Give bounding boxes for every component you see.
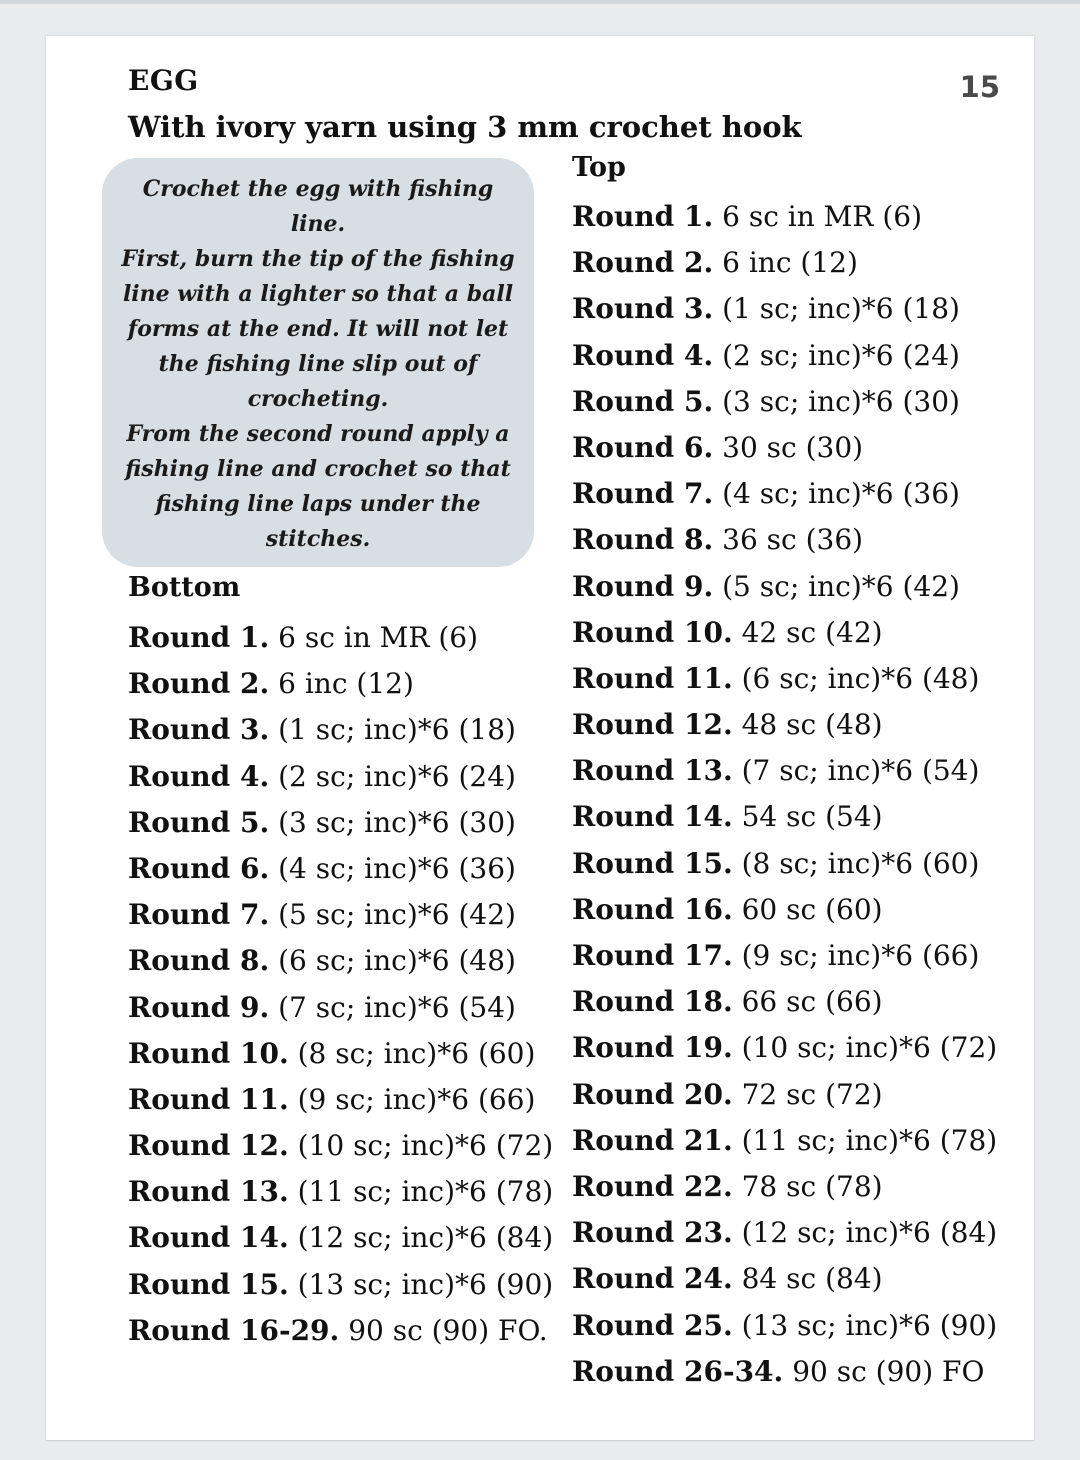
round-item [572, 564, 997, 610]
round-label: Round 3. [128, 713, 270, 747]
round-item [572, 794, 997, 840]
round-instruction: 90 sc (90) FO [792, 1354, 985, 1388]
pattern-title: EGG [128, 64, 199, 97]
round-label: Round 14. [572, 800, 733, 834]
round-instruction: 6 sc in MR (6) [722, 200, 922, 233]
pattern-subtitle: With ivory yarn using 3 mm crochet hook [128, 110, 802, 144]
round-label: Round 15. [128, 1267, 289, 1301]
round-label: Round 18. [572, 985, 733, 1019]
round-item [128, 1308, 553, 1354]
round-item [128, 1169, 553, 1215]
round-item [572, 1210, 997, 1256]
round-label: Round 7. [128, 898, 270, 932]
round-item [572, 379, 997, 425]
round-instruction: (11 sc; inc)*6 (78) [741, 1123, 998, 1157]
round-instruction: 72 sc (72) [741, 1077, 883, 1111]
round-label: Round 5. [572, 384, 714, 418]
round-label: Round 15. [572, 846, 733, 880]
round-item [572, 425, 997, 471]
round-item [572, 702, 997, 748]
round-label: Round 16. [572, 892, 733, 926]
round-instruction: 78 sc (78) [741, 1169, 883, 1203]
round-label: Round 10. [572, 615, 733, 649]
document-page [46, 36, 1034, 1440]
round-label: Round 21. [572, 1123, 733, 1157]
instruction-note [102, 158, 534, 567]
round-item [128, 1262, 553, 1308]
round-item [128, 1077, 553, 1123]
round-item [128, 1215, 553, 1261]
round-item [572, 1072, 997, 1118]
round-instruction: 6 inc (12) [722, 246, 858, 280]
note-paragraph: From the second round apply a fishing line and crochet so that fishing line laps under the stitches. [125, 421, 511, 552]
note-paragraph: First, burn the tip of the fishing line with a lighter so that a ball forms at the end. It will not let the fishing line slip out of crocheting. [121, 246, 515, 412]
round-instruction: (1 sc; inc)*6 (18) [722, 292, 960, 326]
round-label: Round 11. [572, 661, 733, 695]
round-instruction: (13 sc; inc)*6 (90) [741, 1308, 998, 1342]
round-instruction: (3 sc; inc)*6 (30) [722, 384, 960, 418]
round-instruction: 48 sc (48) [741, 708, 883, 742]
round-item [572, 979, 997, 1025]
round-label: Round 9. [572, 569, 714, 603]
round-label: Round 13. [128, 1175, 289, 1209]
round-label: Round 24. [572, 1262, 733, 1296]
round-instruction: 54 sc (54) [741, 800, 883, 834]
round-label: Round 14. [128, 1221, 289, 1255]
page-number: 15 [959, 70, 1000, 104]
round-instruction: (12 sc; inc)*6 (84) [741, 1216, 998, 1250]
round-label: Round 23. [572, 1216, 733, 1250]
round-label: Round 12. [128, 1129, 289, 1163]
round-label: Round 16-29. [128, 1313, 340, 1347]
round-item [128, 800, 553, 846]
round-label: Round 25. [572, 1308, 733, 1342]
round-item [572, 610, 997, 656]
round-instruction: (5 sc; inc)*6 (42) [722, 569, 960, 603]
round-instruction: 90 sc (90) FO. [348, 1313, 548, 1347]
round-instruction: (1 sc; inc)*6 (18) [278, 713, 516, 747]
top-heading: Top [572, 152, 626, 183]
round-instruction: (9 sc; inc)*6 (66) [297, 1082, 536, 1116]
round-label: Round 9. [128, 990, 270, 1024]
round-label: Round 7. [572, 477, 714, 511]
round-label: Round 6. [572, 430, 714, 464]
top-edge [0, 0, 1080, 4]
round-label: Round 22. [572, 1169, 733, 1203]
bottom-round-list [128, 615, 553, 1354]
round-item [572, 286, 997, 332]
round-instruction: (7 sc; inc)*6 (54) [278, 990, 516, 1024]
round-label: Round 12. [572, 708, 733, 742]
round-label: Round 5. [128, 805, 270, 839]
bottom-heading: Bottom [128, 572, 241, 603]
round-item [572, 656, 997, 702]
round-label: Round 1. [572, 200, 714, 233]
round-item [572, 1025, 997, 1071]
round-instruction: 60 sc (60) [741, 892, 883, 926]
bottom-edge [46, 1440, 1034, 1441]
round-item [572, 333, 997, 379]
round-item [572, 841, 997, 887]
round-instruction: 6 sc in MR (6) [278, 621, 478, 654]
round-item [572, 471, 997, 517]
round-item [572, 1256, 997, 1302]
round-item [128, 1031, 553, 1077]
round-instruction: (8 sc; inc)*6 (60) [741, 846, 980, 880]
round-instruction: (4 sc; inc)*6 (36) [722, 477, 960, 511]
round-label: Round 2. [128, 667, 270, 701]
round-instruction: (10 sc; inc)*6 (72) [741, 1031, 998, 1065]
round-label: Round 4. [572, 338, 714, 372]
round-instruction: (11 sc; inc)*6 (78) [297, 1175, 554, 1209]
round-item [128, 707, 553, 753]
round-item [572, 1164, 997, 1210]
round-item [572, 240, 997, 286]
round-instruction: 66 sc (66) [741, 985, 883, 1019]
round-label: Round 13. [572, 754, 733, 788]
round-item [128, 661, 553, 707]
round-label: Round 17. [572, 939, 733, 972]
round-instruction: (3 sc; inc)*6 (30) [278, 805, 516, 839]
round-item [572, 517, 997, 563]
round-instruction: 6 inc (12) [278, 667, 414, 701]
round-instruction: (13 sc; inc)*6 (90) [297, 1267, 554, 1301]
round-label: Round 4. [128, 759, 270, 793]
round-label: Round 6. [128, 851, 270, 885]
round-instruction: 84 sc (84) [741, 1262, 883, 1296]
round-instruction: 30 sc (30) [722, 430, 864, 464]
round-item [572, 933, 997, 979]
round-item [572, 748, 997, 794]
round-instruction: (2 sc; inc)*6 (24) [278, 759, 516, 793]
round-instruction: (2 sc; inc)*6 (24) [722, 338, 960, 372]
round-label: Round 19. [572, 1031, 733, 1065]
top-round-list [572, 194, 997, 1395]
round-label: Round 10. [128, 1036, 289, 1070]
round-label: Round 2. [572, 246, 714, 280]
round-instruction: (7 sc; inc)*6 (54) [741, 754, 980, 788]
round-item [572, 1303, 997, 1349]
round-label: Round 1. [128, 621, 270, 654]
round-item [128, 938, 553, 984]
round-label: Round 8. [128, 944, 270, 978]
round-instruction: (10 sc; inc)*6 (72) [297, 1129, 554, 1163]
round-instruction: (5 sc; inc)*6 (42) [278, 898, 516, 932]
round-instruction: 42 sc (42) [741, 615, 883, 649]
round-item [128, 846, 553, 892]
round-item [572, 887, 997, 933]
round-label: Round 20. [572, 1077, 733, 1111]
round-item [128, 985, 553, 1031]
round-item [128, 754, 553, 800]
round-instruction: 36 sc (36) [722, 523, 864, 557]
round-instruction: (9 sc; inc)*6 (66) [741, 939, 980, 972]
round-instruction: (6 sc; inc)*6 (48) [278, 944, 516, 978]
round-item [128, 615, 553, 661]
round-label: Round 11. [128, 1082, 289, 1116]
round-label: Round 26-34. [572, 1354, 784, 1388]
round-instruction: (4 sc; inc)*6 (36) [278, 851, 516, 885]
round-instruction: (8 sc; inc)*6 (60) [297, 1036, 536, 1070]
round-instruction: (12 sc; inc)*6 (84) [297, 1221, 554, 1255]
round-item [572, 1118, 997, 1164]
round-instruction: (6 sc; inc)*6 (48) [741, 661, 980, 695]
round-label: Round 8. [572, 523, 714, 557]
round-item [128, 892, 553, 938]
round-item [572, 194, 997, 240]
round-item [572, 1349, 997, 1395]
round-item [128, 1123, 553, 1169]
round-label: Round 3. [572, 292, 714, 326]
note-paragraph: Crochet the egg with fishing line. [142, 176, 494, 237]
